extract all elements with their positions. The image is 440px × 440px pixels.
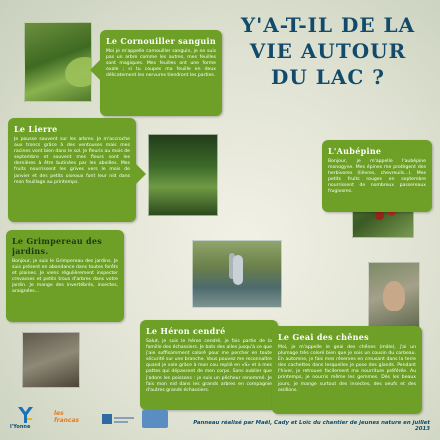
lierre-title: Le Lierre <box>14 124 58 134</box>
partner-logos <box>6 404 176 434</box>
grimpereau-text: Bonjour, je suis le Grimpereau des jardins. Je suis présent en abondance dans toutes forêts et plaines. Je viens régulièrement inspecter crevasses et petits trous d'arbres dans votre jardin. Je mange des invertébrés, insectes, araignées... <box>12 259 118 295</box>
lierre-photo <box>148 134 218 216</box>
grimpereau-photo <box>22 332 80 388</box>
geai-bubble <box>272 326 422 414</box>
partner-logo-4 <box>142 410 168 428</box>
yonne-logo-text: l'Yonne <box>10 424 31 430</box>
aubepine-bubble <box>322 140 432 212</box>
cornouiller-photo <box>24 22 92 102</box>
partner-3-icon <box>102 412 136 426</box>
yonne-logo <box>10 406 40 434</box>
geai-text: Moi, je m'appelle le geai des chênes (mâle), j'ai un plumage très coloré bien que je sois un cousin du corbeau. En automne, je fais mes réserves en creusant dans la terre des cachettes dans lesquelles je pose des glands. Pendant l'hiver, je retrouve facilement ma nourriture préférée. Au printemps, je nourris même les gemmes. Dès les beaux jours, je mange surtout des insectes, des oeufs et des oisillons. <box>278 345 416 393</box>
partner-logo-3 <box>102 412 136 426</box>
grimpereau-bubble <box>6 230 124 322</box>
heron-photo <box>192 240 282 308</box>
title-line-3: DU LAC ? <box>271 65 385 89</box>
aubepine-text: Bonjour, je m'appelle l'aubépine monogyne. Mes épines me protègent des herbivores (lièvres, chevreuils...). Mes petits fruits rouges en septembre nourrissent de nombreux passereaux frugivores. <box>328 159 426 195</box>
heron-bubble <box>140 320 278 410</box>
lierre-bubble <box>8 118 136 222</box>
title-line-1: Y'A-T-IL DE LA <box>240 13 416 37</box>
francas-logo: les francas <box>54 410 80 424</box>
credit-line: Panneau réalisé par Maël, Cady et Loïc du chantier de jeunes nature en juillet 2013 <box>193 420 430 432</box>
title-line-2: VIE AUTOUR <box>249 39 407 63</box>
lierre-text: Je pousse souvent sur les arbres. Je m'accroche aux troncs grâce à des ventouses mais mes racines vont bien dans le sol. Je fleuris au mois de septembre et souvent mes fleurs sont les dernières à être butinées par les abeilles. Mes fruits nourrissent les grives vers le mois de janvier et des petits oiseaux font leur nid dans mon feuillage au printemps. <box>14 137 130 185</box>
yonne-y-icon <box>16 406 34 424</box>
aubepine-title: L'Aubépine <box>328 146 382 156</box>
geai-title: Le Geai des chênes <box>278 332 369 342</box>
cornouiller-title: Le Cornouiller sanguin <box>106 36 216 46</box>
cornouiller-bubble <box>100 30 222 116</box>
page-title <box>228 12 428 90</box>
geai-photo <box>368 262 420 332</box>
cornouiller-text: Moi je m'appelle cornouiller sanguin, je ne suis pas un arbre comme les autres, mes feuilles sont magiques. Mes feuilles ont une forme ovale ; si tu coupes ma feuille en deux délicatement les nervures tiendront les parties. <box>106 49 216 79</box>
heron-title: Le Héron cendré <box>146 326 226 336</box>
grimpereau-title: Le Grimpereau des jardins. <box>12 236 103 256</box>
heron-text: Salut, je suis le héron cendré, je fais partie de la famille des échassiers. Je bats des ailes jusqu'à ce que j'aie suffisamment coloré pour me percher en toute sécurité sur une branche. Vous pouvez me reconnaître quand je vole grâce à mon cou replié en «S» et à mes pattes qui dépassent de mon corps. Sans oublier que j'adore les poissons : je suis un pêcheur renommé. Je fais mon nid dans les grands arbres en compagnie d'autres grands échassiers. <box>146 339 272 393</box>
